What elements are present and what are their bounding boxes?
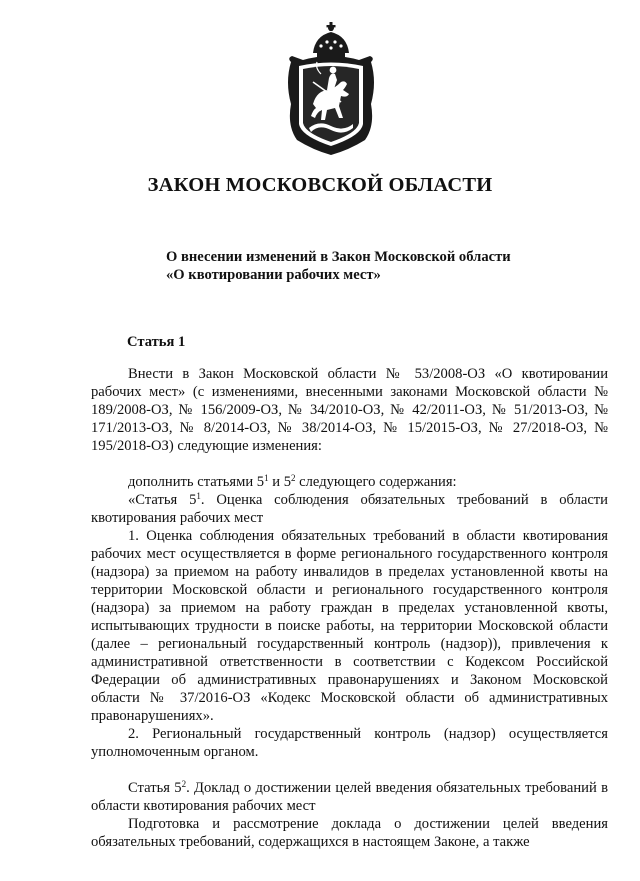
intro-paragraph: Внести в Закон Московской области № 53/2008-ОЗ «О квотировании рабочих мест» (с изменениями, внесенными законами Московской области № 189/2008-ОЗ, № 156/2009-ОЗ, № 34/2010-ОЗ, № 42/2011-ОЗ, № 51/2013-ОЗ, № 171/2013-ОЗ, № 8/2014-ОЗ, № 38/2014-ОЗ, № 15/2015-ОЗ, № 27/2018-ОЗ, № 195/2018-ОЗ) следующие изменения: <box>91 366 608 454</box>
subtitle-line-1: О внесении изменений в Закон Московской области <box>166 249 511 265</box>
law-subtitle <box>166 248 511 284</box>
article-heading: Статья 1 <box>127 334 186 350</box>
article-5-2-paragraph-1: Подготовка и рассмотрение доклада о достижении целей введения обязательных требований, содержащихся в настоящем Законе, а также <box>91 816 608 850</box>
document-body <box>91 365 608 851</box>
law-title: ЗАКОН МОСКОВСКОЙ ОБЛАСТИ <box>147 174 493 196</box>
article-5-1-paragraph-2: 2. Региональный государственный контроль (надзор) осуществляется уполномоченным органом. <box>91 726 608 760</box>
amendment-intro: дополнить статьями $5^1$ и $5^2$ следующего содержания: <box>128 473 457 490</box>
subtitle-line-2: «О квотировании рабочих мест» <box>166 267 381 283</box>
coat-of-arms-icon <box>283 22 379 156</box>
article-5-1-paragraph-1: 1. Оценка соблюдения обязательных требований в области квотирования рабочих мест осуществляется в форме регионального государственного контроля (надзора) за приемом на работу инвалидов в пределах установленной квоты на территории Московской области и регионального государственного контроля (надзора) за приемом на работу граждан в пределах установленной квоты, испытывающих трудности в поиске работы, на территории Московской области (далее – региональный государственный контроль (надзор)), привлечения к административной ответственности в соответствии с Кодексом Российской Федерации об административных правонарушениях и Законом Московской области № 37/2016-ОЗ «Кодекс Московской области об административных правонарушениях». <box>91 528 608 724</box>
article-5-1-heading: «Статья $5^1$. Оценка соблюдения обязательных требований в области квотирования рабочих мест <box>91 491 608 526</box>
article-5-2-heading: Статья $5^2$. Доклад о достижении целей введения обязательных требований в области квотирования рабочих мест <box>91 779 608 814</box>
